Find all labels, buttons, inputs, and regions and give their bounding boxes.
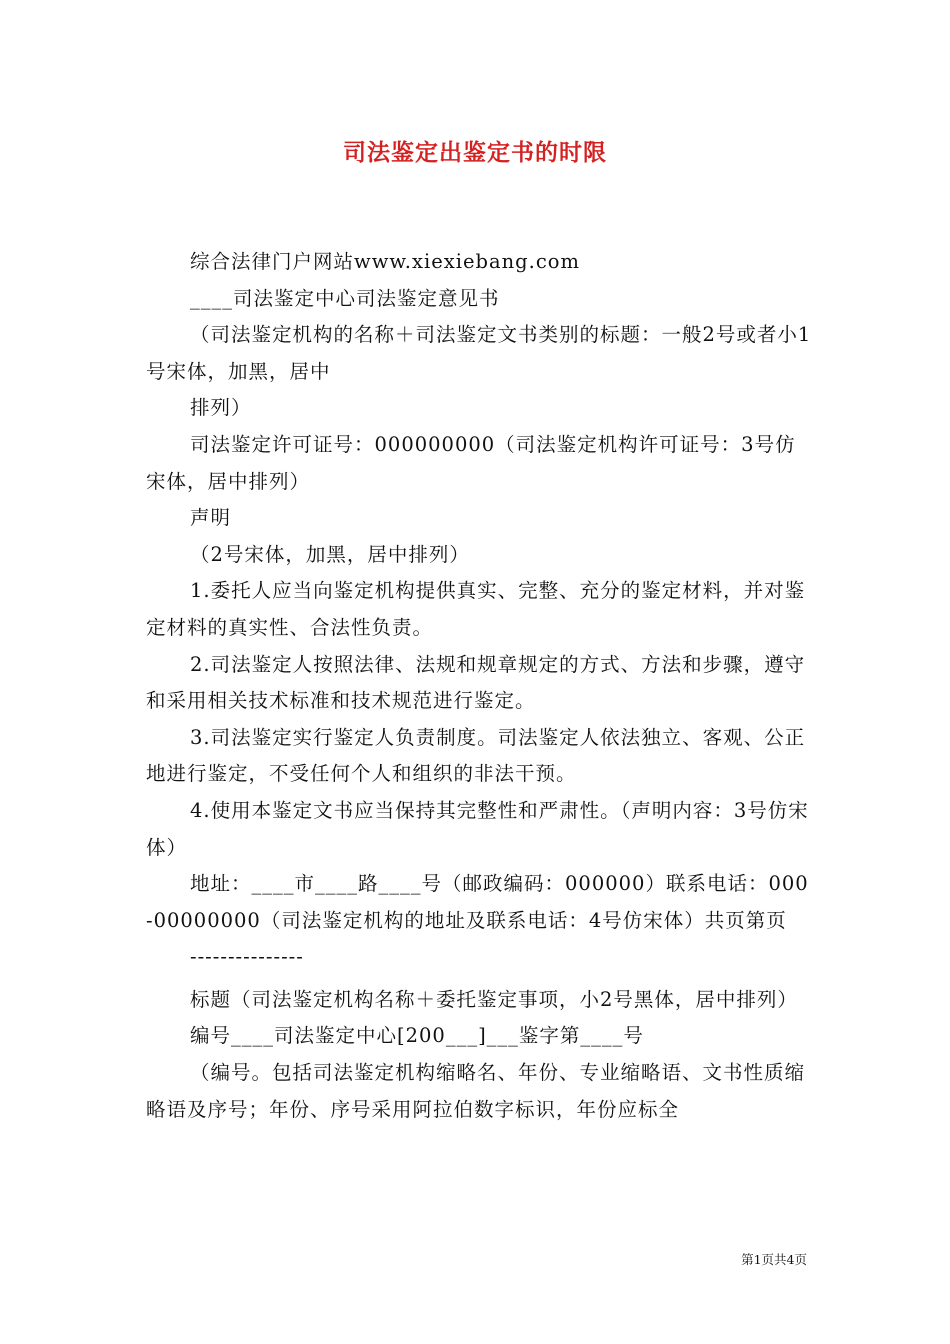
paragraph-statement-note: （2号宋体，加黑，居中排列）	[190, 542, 470, 566]
paragraph-license-number: 司法鉴定许可证号：000000000（司法鉴定机构许可证号：3号仿宋体，居中排列）	[146, 432, 796, 493]
paragraph-statement-2: 2.司法鉴定人按照法律、法规和规章规定的方式、方法和步骤，遵守和采用相关技术标准和技术规范进行鉴定。	[146, 652, 806, 713]
document-body	[146, 244, 814, 1128]
paragraph-separator: ---------------	[190, 945, 304, 969]
paragraph-serial-note: （编号。包括司法鉴定机构缩略名、年份、专业缩略语、文书性质缩略语及序号；年份、序号采用阿拉伯数字标识，年份应标全	[146, 1061, 806, 1121]
paragraph-heading-note-cont: 排列）	[190, 396, 252, 420]
paragraph-title-note: 标题（司法鉴定机构名称＋委托鉴定事项，小2号黑体，居中排列）	[190, 987, 798, 1011]
paragraph-statement-heading: 声明	[190, 506, 232, 530]
paragraph-statement-4: 4.使用本鉴定文书应当保持其完整性和严肃性。（声明内容：3号仿宋体）	[146, 798, 809, 859]
paragraph-opinion-heading: ____司法鉴定中心司法鉴定意见书	[190, 286, 500, 310]
document-title: 司法鉴定出鉴定书的时限	[343, 139, 607, 166]
paragraph-address: 地址：____市____路____号（邮政编码：000000）联系电话：000-00000000（司法鉴定机构的地址及联系电话：4号仿宋体）共页第页	[146, 872, 809, 932]
paragraph-heading-note: （司法鉴定机构的名称＋司法鉴定文书类别的标题：一般2号或者小1号宋体，加黑，居中	[146, 323, 812, 383]
paragraph-serial-number: 编号____司法鉴定中心[200___]___鉴字第____号	[190, 1024, 644, 1048]
paragraph-statement-3: 3.司法鉴定实行鉴定人负责制度。司法鉴定人依法独立、客观、公正地进行鉴定，不受任何个人和组织的非法干预。	[146, 725, 806, 786]
page-footer: 第1页共4页	[741, 1252, 807, 1267]
paragraph-statement-1: 1.委托人应当向鉴定机构提供真实、完整、充分的鉴定材料，并对鉴定材料的真实性、合法性负责。	[146, 579, 806, 639]
paragraph-source-site: 综合法律门户网站www.xiexiebang.com	[190, 250, 581, 273]
